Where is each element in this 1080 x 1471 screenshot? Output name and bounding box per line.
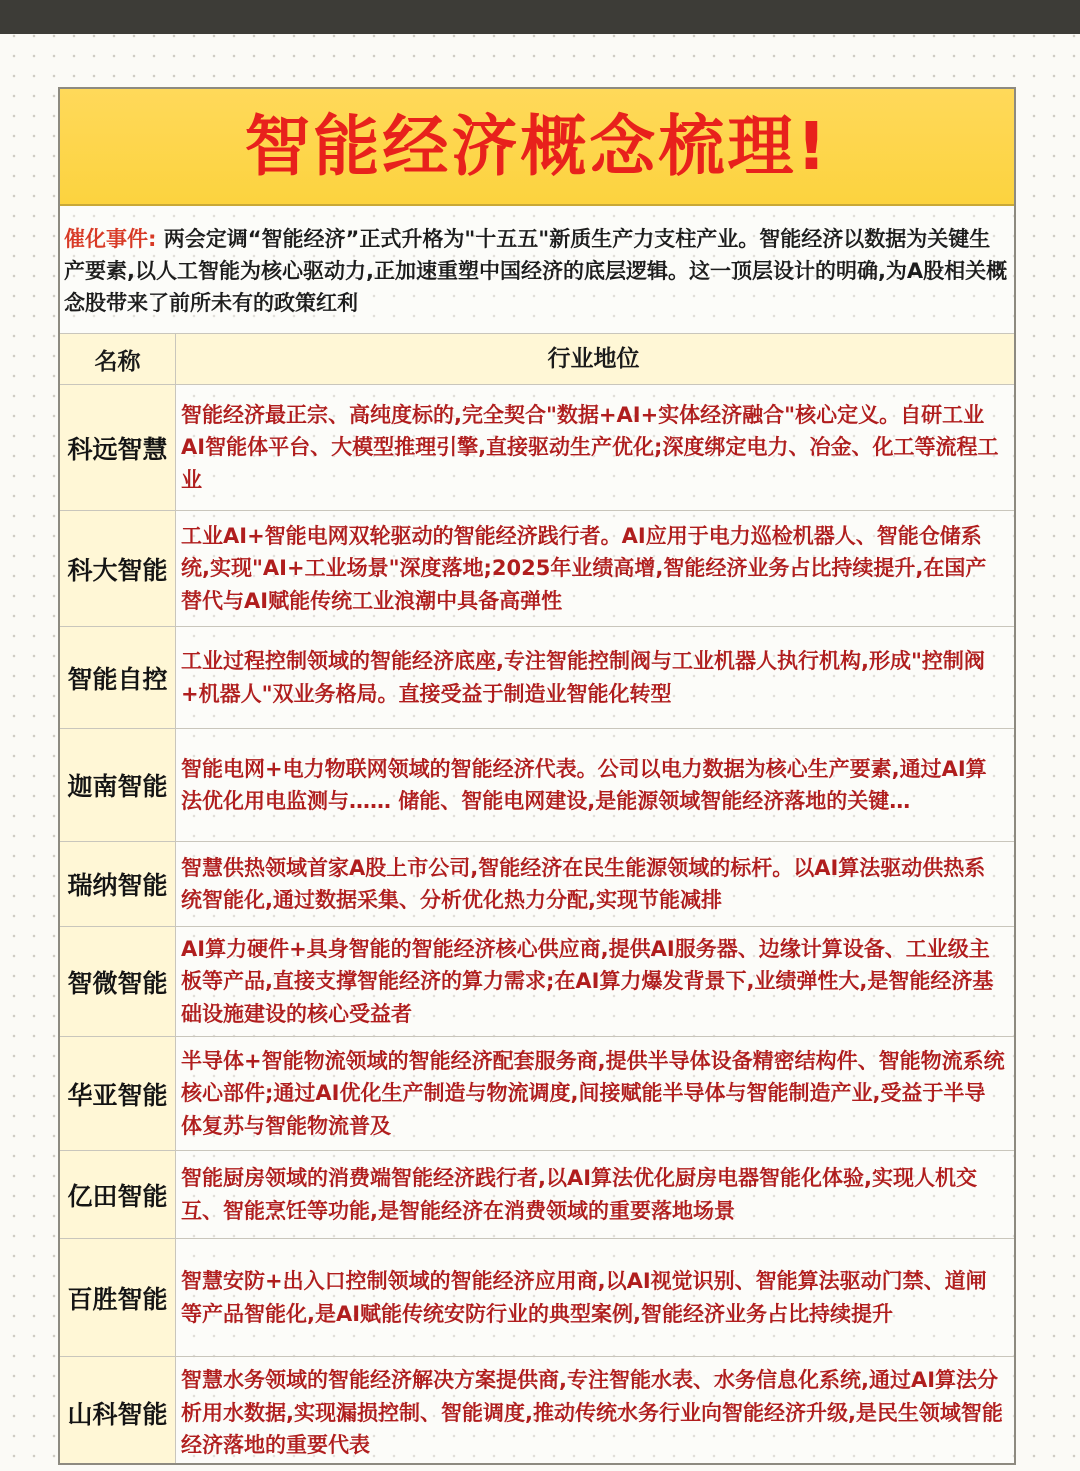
company-description: 智能经济最正宗、高纯度标的,完全契合"数据+AI+实体经济融合"核心定义。自研工业AI智能体平台、大模型推理引擎,直接驱动生产优化;深度绑定电力、冶金、化工等流程工业 xyxy=(181,402,999,492)
company-name: 华亚智能 xyxy=(60,1037,176,1150)
intro-paragraph xyxy=(64,223,1008,319)
company-description: 智慧水务领域的智能经济解决方案提供商,专注智能水表、水务信息化系统,通过AI算法分析用水数据,实现漏损控制、智能调度,推动传统水务行业向智能经济升级,是民生领域智能经济落地的重要代表 xyxy=(181,1368,1003,1458)
concept-card xyxy=(58,87,1016,1465)
company-description: 智能电网+电力物联网领域的智能经济代表。公司以电力数据为核心生产要素,通过AI算法优化用电监测与…… 储能、智能电网建设,是能源领域智能经济落地的关键… xyxy=(181,756,987,813)
company-name: 智微智能 xyxy=(60,927,176,1036)
table-row xyxy=(60,729,1014,842)
company-name: 山科智能 xyxy=(60,1357,176,1465)
page-title: 智能经济概念梳理! xyxy=(244,107,830,185)
table-row xyxy=(60,511,1014,627)
company-description: 半导体+智能物流领域的智能经济配套服务商,提供半导体设备精密结构件、智能物流系统核心部件;通过AI优化生产制造与物流调度,间接赋能半导体与智能制造产业,受益于半导体复苏与智能物流普及 xyxy=(181,1048,1005,1138)
header-name: 名称 xyxy=(60,334,176,384)
title-band xyxy=(60,89,1014,206)
header-position: 行业地位 xyxy=(176,334,1014,384)
company-description: AI算力硬件+具身智能的智能经济核心供应商,提供AI服务器、边缘计算设备、工业级主板等产品,直接支撑智能经济的算力需求;在AI算力爆发背景下,业绩弹性大,是智能经济基础设施建设的核心受益者 xyxy=(181,936,994,1026)
company-description: 智能厨房领域的消费端智能经济践行者,以AI算法优化厨房电器智能化体验,实现人机交互、智能烹饪等功能,是智能经济在消费领域的重要落地场景 xyxy=(181,1166,978,1223)
concept-table xyxy=(60,333,1014,1465)
table-header xyxy=(60,333,1014,385)
table-row xyxy=(60,385,1014,511)
company-description: 智慧供热领域首家A股上市公司,智能经济在民生能源领域的标杆。以AI算法驱动供热系统智能化,通过数据采集、分析优化热力分配,实现节能减排 xyxy=(181,855,986,912)
table-row xyxy=(60,1357,1014,1465)
company-description: 智慧安防+出入口控制领域的智能经济应用商,以AI视觉识别、智能算法驱动门禁、道闸等产品智能化,是AI赋能传统安防行业的典型案例,智能经济业务占比持续提升 xyxy=(181,1269,987,1326)
company-description: 工业AI+智能电网双轮驱动的智能经济践行者。AI应用于电力巡检机器人、智能仓储系统,实现"AI+工业场景"深度落地;2025年业绩高增,智能经济业务占比持续提升,在国产替代与AI赋能传统工业浪潮中具备高弹性 xyxy=(181,523,987,613)
table-row xyxy=(60,627,1014,729)
company-name: 智能自控 xyxy=(60,627,176,728)
table-row xyxy=(60,927,1014,1037)
company-name: 瑞纳智能 xyxy=(60,842,176,926)
table-row xyxy=(60,1151,1014,1239)
company-description: 工业过程控制领域的智能经济底座,专注智能控制阀与工业机器人执行机构,形成"控制阀+机器人"双业务格局。直接受益于制造业智能化转型 xyxy=(181,649,985,706)
intro-text: 两会定调“智能经济”正式升格为"十五五"新质生产力支柱产业。智能经济以数据为关键生产要素,以人工智能为核心驱动力,正加速重塑中国经济的底层逻辑。这一顶层设计的明确,为A股相关概念股带来了前所未有的政策红利 xyxy=(64,227,1008,315)
company-name: 亿田智能 xyxy=(60,1151,176,1238)
company-name: 科大智能 xyxy=(60,511,176,626)
top-bar xyxy=(0,0,1080,34)
company-name: 科远智慧 xyxy=(60,385,176,510)
company-name: 迦南智能 xyxy=(60,729,176,841)
table-row xyxy=(60,842,1014,927)
table-row xyxy=(60,1239,1014,1357)
intro-label: 催化事件: xyxy=(64,227,157,251)
company-name: 百胜智能 xyxy=(60,1239,176,1356)
table-row xyxy=(60,1037,1014,1151)
